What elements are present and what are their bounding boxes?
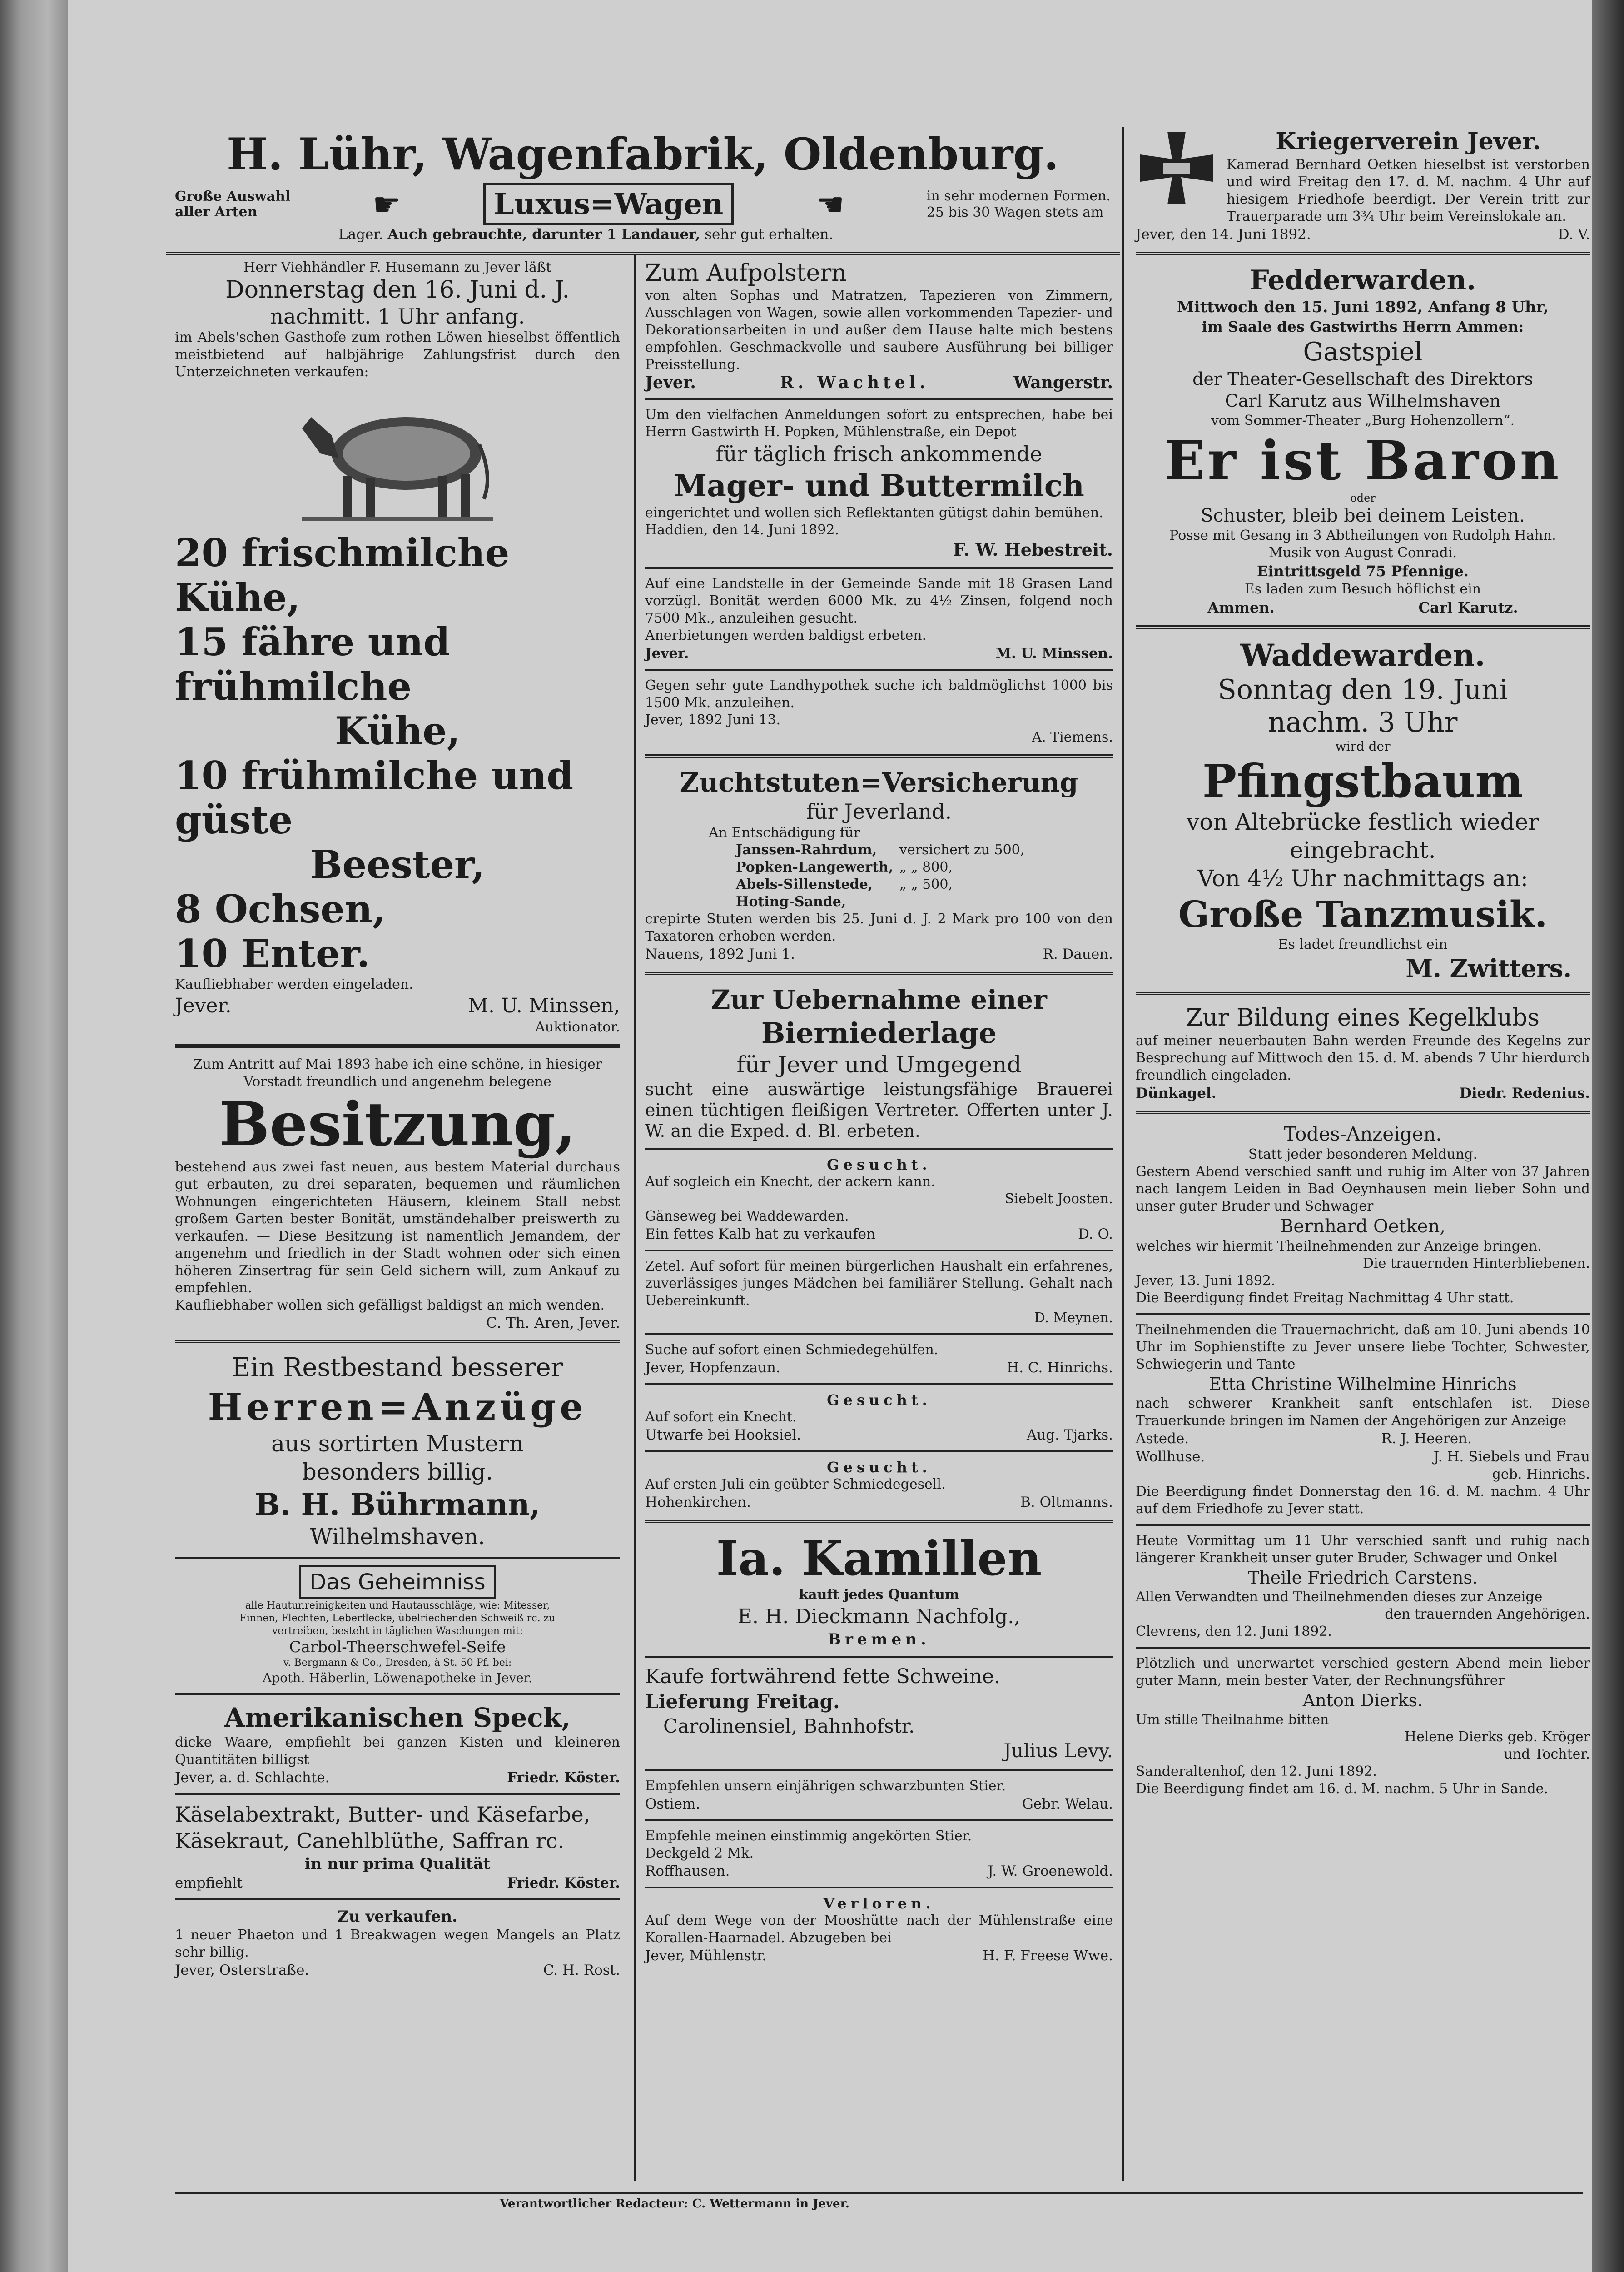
cow-signature: M. U. Minssen, bbox=[467, 994, 620, 1017]
hinrichs-text2: nach schwerer Krankheit sanft entschlafen ist. Diese Trauerkunde bringen im Namen der Angehörigen zur Anzeige bbox=[1136, 1395, 1590, 1429]
kalb-text: Ein fettes Kalb hat zu verkaufen bbox=[645, 1226, 876, 1242]
zuchtstuten-title: Zuchtstuten=Versicherung bbox=[680, 767, 1078, 798]
stier2-signature: J. W. Groenewold. bbox=[988, 1863, 1113, 1879]
verkaufen-signature: C. H. Rost. bbox=[543, 1962, 620, 1978]
geheimniss-title: Das Geheimniss bbox=[299, 1565, 496, 1599]
column-1 bbox=[175, 259, 620, 2272]
divider bbox=[175, 1793, 620, 1795]
divider bbox=[1136, 992, 1590, 995]
hinrichs-sig3: geb. Hinrichs. bbox=[1492, 1466, 1590, 1482]
gesucht-place: Gänseweg bei Waddewarden. bbox=[645, 1208, 849, 1224]
gesucht2-sign-row bbox=[645, 1426, 1113, 1444]
dierks-text: Plötzlich und unerwartet verschied gestern Abend mein lieber guter Mann, mein bester Vater, der Rechnungsführer bbox=[1136, 1655, 1590, 1689]
divider bbox=[1136, 1524, 1590, 1526]
verloren-place: Jever, Mühlenstr. bbox=[645, 1948, 767, 1964]
kamillen-sub: kauft jedes Quantum bbox=[799, 1587, 959, 1603]
kegelklub-text: auf meiner neuerbauten Bahn werden Freunde des Kegelns zur Besprechung auf Mittwoch den 15. d. M. abends 7 Uhr hierdurch freundlich eingeladen. bbox=[1136, 1033, 1590, 1083]
divider bbox=[645, 1656, 1113, 1658]
buttermilch-text2: eingerichtet und wollen sich Reflektanten gütigst dahin bemühen. bbox=[645, 505, 1103, 521]
fedderwarden-posse: Posse mit Gesang in 3 Abtheilungen von Rudolph Hahn. bbox=[1169, 528, 1556, 543]
gesucht2-title: Gesucht. bbox=[827, 1391, 931, 1409]
herren-line1: Ein Restbestand besserer bbox=[232, 1353, 563, 1382]
waddewarden-time: nachm. 3 Uhr bbox=[1268, 707, 1458, 738]
herren-title: Herren=Anzüge bbox=[208, 1385, 587, 1428]
zuchtstuten-intro: An Entschädigung für bbox=[709, 825, 860, 841]
gesucht2-signature: Aug. Tjarks. bbox=[1026, 1427, 1113, 1443]
cow-line: 10 Enter. bbox=[175, 931, 370, 976]
kalb-signature: D. O. bbox=[1078, 1226, 1113, 1242]
pointing-hand-icon: ☛ bbox=[372, 185, 401, 223]
buttermilch-signature: F. W. Hebestreit. bbox=[953, 539, 1113, 560]
divider bbox=[645, 669, 1113, 671]
divider bbox=[1136, 625, 1590, 629]
krieger-signature: D. V. bbox=[1558, 226, 1590, 243]
kamillen-title: Ia. Kamillen bbox=[716, 1530, 1042, 1586]
cow-sign-row bbox=[175, 993, 620, 1019]
buttermilch-text: Um den vielfachen Anmeldungen sofort zu entsprechen, habe bei Herrn Gastwirth H. Popken, Mühlenstraße, ein Depot bbox=[645, 407, 1113, 440]
krieger-title: Kriegerverein Jever. bbox=[1276, 128, 1541, 155]
besitzung-text: bestehend aus zwei fast neuen, aus bestem Material durchaus gut erbauten, zu drei separaten, bequemen und räumlichen Wohnungen eingerichteten Häusern, kleinem Stall nebst großem Garten bester Bonität, umständehalber preiswerth zu verkaufen. — Diese Besitzung ist namentlich Jemandem, der angenehm und friedlich in der Stadt wohnen oder sich einen höheren Zinsertrag für sein Geld sichern will, zum Ankauf zu empfehlen. bbox=[175, 1159, 620, 1296]
zuchtstuten-owner: Abels-Sillenstede, bbox=[736, 877, 873, 892]
divider bbox=[175, 1044, 620, 1048]
kegelklub-place: Dünkagel. bbox=[1136, 1085, 1217, 1101]
dierks-sig2: und Tochter. bbox=[1504, 1746, 1590, 1762]
schmied-text: Suche auf sofort einen Schmiedegehülfen. bbox=[645, 1342, 939, 1358]
besitzung-text2: Kaufliebhaber wollen sich gefälligst baldigst an mich wenden. bbox=[175, 1297, 605, 1313]
verkaufen-title: Zu verkaufen. bbox=[338, 1908, 457, 1926]
header-ad bbox=[175, 130, 1111, 264]
todes-text2: welches wir hiermit Theilnehmenden zur Anzeige bringen. bbox=[1136, 1238, 1542, 1254]
bier-line1: Zur Uebernahme einer bbox=[711, 984, 1047, 1015]
krieger-text: Kamerad Bernhard Oetken hieselbst ist verstorben und wird Freitag den 17. d. M. nachm. 4 Uhr auf hiesigem Friedhofe beerdigt. Der Verein tritt zur Trauerparade um 3¾ Uhr beim Vereinslokale an. bbox=[1227, 157, 1590, 224]
landstelle-place: Jever. bbox=[645, 645, 689, 662]
cow-line: Kühe, bbox=[335, 708, 460, 753]
carstens-text2: Allen Verwandten und Theilnehmenden dieses zur Anzeige bbox=[1136, 1589, 1543, 1605]
kalb-row bbox=[645, 1225, 1113, 1243]
column-3 bbox=[1136, 127, 1590, 2272]
schweine-line2: Lieferung Freitag. bbox=[645, 1690, 840, 1713]
cow-line: 8 Ochsen, bbox=[175, 887, 386, 932]
waddewarden-tanzmusik: Große Tanzmusik. bbox=[1178, 893, 1548, 936]
herren-company: B. H. Bührmann, bbox=[254, 1487, 541, 1522]
header-line2 bbox=[175, 225, 1111, 244]
geheimniss-seller: Apoth. Häberlin, Löwenapotheke in Jever. bbox=[263, 1670, 532, 1685]
header-line2a: Lager. bbox=[338, 226, 383, 243]
fedderwarden-place: im Saale des Gastwirths Herrn Ammen: bbox=[1202, 318, 1524, 335]
book-binding bbox=[0, 0, 68, 2272]
todes-sub: Statt jeder besonderen Meldung. bbox=[1248, 1146, 1478, 1162]
divider bbox=[175, 1693, 620, 1695]
verloren-title: Verloren. bbox=[823, 1895, 935, 1912]
gesucht3-title: Gesucht. bbox=[827, 1459, 931, 1476]
kaese-sign-row bbox=[175, 1874, 620, 1892]
waddewarden-line2: eingebracht. bbox=[1290, 837, 1436, 863]
divider bbox=[645, 398, 1113, 400]
header-line2b: Auch gebrauchte, darunter 1 Landauer, bbox=[387, 226, 700, 243]
divider bbox=[645, 1383, 1113, 1385]
buttermilch-line1: für täglich frisch ankommende bbox=[715, 442, 1043, 466]
gesucht2-place: Utwarfe bei Hooksiel. bbox=[645, 1427, 801, 1443]
speck-place: Jever, a. d. Schlachte. bbox=[175, 1769, 330, 1786]
fedderwarden-play2: Schuster, bleib bei deinem Leisten. bbox=[1201, 505, 1525, 526]
aufpolstern-text: von alten Sophas und Matratzen, Tapezieren von Zimmern, Ausschlagen von Wagen, sowie allen vorkommenden Tapezier- und Dekorationsarbeiten in und außer dem Hause halte mich bestens empfohlen. Geschmackvolle und saubere Ausführung bei billiger Preisstellung. bbox=[645, 288, 1113, 373]
divider bbox=[645, 1769, 1113, 1771]
schweine-signature: Julius Levy. bbox=[1003, 1739, 1113, 1762]
speck-sign-row bbox=[175, 1769, 620, 1787]
aufpolstern-street: Wangerstr. bbox=[1013, 373, 1113, 392]
waddewarden-date: Sonntag den 19. Juni bbox=[1217, 674, 1508, 706]
bier-line3: für Jever und Umgegend bbox=[736, 1051, 1022, 1078]
zuchtstuten-amount: „ „ 500, bbox=[899, 877, 953, 892]
stier-signature: Gebr. Welau. bbox=[1022, 1796, 1113, 1812]
header-right-line: in sehr modernen Formen. bbox=[926, 188, 1111, 204]
hinrichs-name: Etta Christine Wilhelmine Hinrichs bbox=[1209, 1374, 1517, 1394]
waddewarden-laden: Es ladet freundlichst ein bbox=[1278, 937, 1448, 952]
dierks-name: Anton Dierks. bbox=[1302, 1690, 1423, 1710]
gesucht3-place: Hohenkirchen. bbox=[645, 1494, 751, 1510]
hinrichs-place2: Wollhuse. bbox=[1136, 1449, 1205, 1465]
hinrichs-sign-row bbox=[1136, 1430, 1590, 1448]
fedderwarden-laden: Es laden zum Besuch höflichst ein bbox=[1244, 581, 1481, 597]
fedderwarden-line1: der Theater-Gesellschaft des Direktors bbox=[1192, 369, 1533, 389]
todes-name: Bernhard Oetken, bbox=[1280, 1216, 1445, 1237]
zuchtstuten-table bbox=[645, 842, 1113, 911]
landstelle-sign-row bbox=[645, 644, 1113, 663]
gesucht-text: Auf sogleich ein Knecht, der ackern kann. bbox=[645, 1174, 935, 1190]
speck-title: Amerikanischen Speck, bbox=[224, 1702, 571, 1733]
stier-sign-row bbox=[645, 1795, 1113, 1813]
verkaufen-sign-row bbox=[175, 1961, 620, 1979]
aufpolstern-signature: R. Wachtel. bbox=[780, 373, 929, 392]
waddewarden-title: Waddewarden. bbox=[1240, 638, 1485, 673]
cow-place: Jever. bbox=[175, 994, 232, 1017]
pointing-hand-left-icon: ☚ bbox=[816, 185, 844, 223]
schmied-signature: H. C. Hinrichs. bbox=[1007, 1360, 1113, 1376]
kaese-line3: in nur prima Qualität bbox=[304, 1855, 491, 1873]
column-rule bbox=[634, 254, 636, 2181]
kaese-line1: Käselabextrakt, Butter- und Käsefarbe, bbox=[175, 1802, 591, 1827]
dierks-burial: Die Beerdigung findet am 16. d. M. nachm. 5 Uhr in Sande. bbox=[1136, 1781, 1548, 1797]
divider bbox=[645, 1450, 1113, 1452]
stier2-text: Empfehle meinen einstimmig angekörten Stier. bbox=[645, 1828, 972, 1844]
verloren-text: Auf dem Wege von der Mooshütte nach der Mühlenstraße eine Korallen-Haarnadel. Abzugeben bei bbox=[645, 1913, 1113, 1946]
herren-line4: besonders billig. bbox=[302, 1459, 493, 1485]
column-2 bbox=[645, 259, 1113, 2272]
stier2-place: Roffhausen. bbox=[645, 1863, 730, 1879]
herren-line3: aus sortirten Mustern bbox=[271, 1430, 524, 1457]
kaese-line2: Käsekraut, Canehlblüthe, Saffran rc. bbox=[175, 1829, 565, 1853]
header-right bbox=[927, 188, 1111, 221]
landstelle-signature: M. U. Minssen. bbox=[995, 645, 1113, 662]
divider bbox=[645, 754, 1113, 758]
divider bbox=[645, 1819, 1113, 1821]
landstelle-text: Auf eine Landstelle in der Gemeinde Sande mit 18 Grasen Land vorzügl. Bonität werden 6000 Mk. zu 4½ Zinsen, folgend noch 7500 Mk., anzuleihen gesucht. bbox=[645, 576, 1113, 626]
fedderwarden-line2: Carl Karutz aus Wilhelmshaven bbox=[1225, 391, 1501, 411]
header-center: Luxus=Wagen bbox=[483, 183, 734, 225]
fedderwarden-musik: Musik von August Conradi. bbox=[1268, 545, 1457, 561]
carstens-text: Heute Vormittag um 11 Uhr verschied sanft und ruhig nach längerer Krankheit unser guter Bruder, Schwager und Onkel bbox=[1136, 1533, 1590, 1566]
todes-date: Jever, 13. Juni 1892. bbox=[1136, 1273, 1276, 1289]
cow-time: nachmitt. 1 Uhr anfang. bbox=[270, 304, 525, 329]
zetel-signature: D. Meynen. bbox=[1034, 1310, 1113, 1326]
todes-burial: Die Beerdigung findet Freitag Nachmittag 4 Uhr statt. bbox=[1136, 1290, 1514, 1306]
page-edge-shadow bbox=[1592, 0, 1624, 2272]
zuchtstuten-signature: R. Dauen. bbox=[1043, 946, 1113, 962]
zuchtstuten-owner: Janssen-Rahrdum, bbox=[736, 842, 877, 858]
cow-line: 15 fähre und frühmilche bbox=[175, 619, 450, 709]
hypothek-text: Gegen sehr gute Landhypothek suche ich baldmöglichst 1000 bis 1500 Mk. anzuleihen. bbox=[645, 678, 1113, 711]
divider bbox=[645, 1520, 1113, 1523]
geheimniss-text: alle Hautunreinigkeiten und Hautausschläge, wie: Mitesser, Finnen, Flechten, Leberflecke, übelriechenden Schweiß rc. zu vertreiben, besteht in täglichen Waschungen mit: bbox=[239, 1600, 556, 1637]
carstens-date: Clevrens, den 12. Juni 1892. bbox=[1136, 1624, 1332, 1639]
zuchtstuten-owner: Hoting-Sande, bbox=[736, 894, 846, 910]
divider bbox=[1136, 1313, 1590, 1315]
carstens-name: Theile Friedrich Carstens. bbox=[1247, 1568, 1478, 1588]
header-line2c: sehr gut erhalten. bbox=[705, 226, 834, 243]
aufpolstern-title: Zum Aufpolstern bbox=[645, 259, 847, 287]
todes-text: Gestern Abend verschied sanft und ruhig im Alter von 37 Jahren nach langem Leiden in Bad Oeynhausen mein lieber Sohn und unser guter Bruder und Schwager bbox=[1136, 1164, 1590, 1214]
divider bbox=[645, 1250, 1113, 1251]
buttermilch-title: Mager- und Buttermilch bbox=[674, 468, 1084, 503]
cow-line: 20 frischmilche Kühe, bbox=[175, 530, 510, 620]
divider bbox=[175, 1340, 620, 1343]
kamillen-company: E. H. Dieckmann Nachfolg., bbox=[737, 1605, 1021, 1628]
verloren-signature: H. F. Freese Wwe. bbox=[983, 1948, 1113, 1964]
kaese-empfiehlt: empfiehlt bbox=[175, 1875, 243, 1891]
gesucht3-sign-row bbox=[645, 1493, 1113, 1511]
hypothek-date: Jever, 1892 Juni 13. bbox=[645, 712, 780, 728]
dierks-sig1: Helene Dierks geb. Kröger bbox=[1404, 1729, 1590, 1745]
hinrichs-burial: Die Beerdigung findet Donnerstag den 16. d. M. nachm. 4 Uhr auf dem Friedhofe zu Jever statt. bbox=[1136, 1484, 1590, 1517]
kaese-signature: Friedr. Köster. bbox=[507, 1875, 620, 1891]
divider bbox=[645, 1333, 1113, 1335]
gesucht-signature: Siebelt Joosten. bbox=[1004, 1191, 1113, 1207]
schweine-line3: Carolinensiel, Bahnhofstr. bbox=[663, 1715, 915, 1737]
herren-place: Wilhelmshaven. bbox=[310, 1524, 485, 1550]
bier-title: Bierniederlage bbox=[761, 1016, 997, 1050]
speck-text: dicke Waare, empfiehlt bei ganzen Kisten und kleineren Quantitäten billigst bbox=[175, 1734, 620, 1768]
waddewarden-line3: Von 4½ Uhr nachmittags an: bbox=[1197, 865, 1529, 892]
hinrichs-sign-row bbox=[1136, 1448, 1590, 1466]
stier-text: Empfehlen unsern einjährigen schwarzbunten Stier. bbox=[645, 1778, 1006, 1794]
header-right-line: 25 bis 30 Wagen stets am bbox=[926, 204, 1104, 220]
fedderwarden-sig1: Ammen. bbox=[1207, 599, 1275, 616]
cow-role: Auktionator. bbox=[535, 1019, 620, 1035]
kegelklub-signature: Diedr. Redenius. bbox=[1459, 1085, 1590, 1101]
aufpolstern-sign-row bbox=[645, 374, 1113, 392]
fedderwarden-date: Mittwoch den 15. Juni 1892, Anfang 8 Uhr, bbox=[1177, 298, 1549, 316]
divider bbox=[645, 1148, 1113, 1150]
footer-editor: Verantwortlicher Redacteur: C. Wettermann in Jever. bbox=[500, 2197, 849, 2211]
column-rule bbox=[1122, 127, 1124, 2181]
divider bbox=[1136, 252, 1590, 255]
zuchtstuten-amount: versichert zu 500, bbox=[899, 842, 1025, 858]
hypothek-signature: A. Tiemens. bbox=[1032, 729, 1113, 745]
divider bbox=[1136, 1647, 1590, 1649]
fedderwarden-eintritt: Eintrittsgeld 75 Pfennige. bbox=[1256, 563, 1469, 580]
zuchtstuten-sign-row bbox=[645, 945, 1113, 963]
besitzung-signature: C. Th. Aren, Jever. bbox=[486, 1314, 620, 1331]
cow-date: Donnerstag den 16. Juni d. J. bbox=[225, 276, 570, 304]
geheimniss-maker: v. Bergmann & Co., Dresden, à St. 50 Pf. bei: bbox=[283, 1657, 512, 1669]
hinrichs-place1: Astede. bbox=[1136, 1430, 1189, 1447]
zuchtstuten-owner: Popken-Langewerth, bbox=[736, 859, 894, 875]
speck-signature: Friedr. Köster. bbox=[507, 1769, 620, 1786]
waddewarden-wird: wird der bbox=[1335, 739, 1391, 754]
schmied-sign-row bbox=[645, 1359, 1113, 1377]
dierks-date: Sanderaltenhof, den 12. Juni 1892. bbox=[1136, 1764, 1377, 1779]
divider bbox=[645, 567, 1113, 569]
krieger-sign-row bbox=[1136, 225, 1590, 244]
waddewarden-line1: von Altebrücke festlich wieder bbox=[1187, 809, 1539, 835]
cow-line: 10 frühmilche und güste bbox=[175, 753, 574, 842]
landstelle-note: Anerbietungen werden baldigst erbeten. bbox=[645, 628, 927, 643]
fedderwarden-sig2: Carl Karutz. bbox=[1418, 599, 1518, 616]
gesucht2-text: Auf sofort ein Knecht. bbox=[645, 1409, 797, 1425]
fedderwarden-gastspiel: Gastspiel bbox=[1303, 337, 1423, 367]
zetel-text: Zetel. Auf sofort für meinen bürgerlichen Haushalt ein erfahrenes, zuverlässiges junges Mädchen bei familiärer Stellung. Gehalt nach Uebereinkunft. bbox=[645, 1258, 1113, 1309]
cow-line: Beester, bbox=[310, 842, 485, 887]
header-title: H. Lühr, Wagenfabrik, Oldenburg. bbox=[227, 129, 1059, 180]
aufpolstern-place: Jever. bbox=[645, 373, 696, 392]
divider bbox=[175, 1898, 620, 1900]
gesucht3-text: Auf ersten Juli ein geübter Schmiedegesell. bbox=[645, 1476, 946, 1492]
divider bbox=[645, 972, 1113, 975]
divider bbox=[1136, 1111, 1590, 1114]
cow-list bbox=[175, 531, 620, 976]
gesucht3-signature: B. Oltmanns. bbox=[1020, 1494, 1113, 1510]
divider bbox=[645, 1887, 1113, 1888]
kegelklub-title: Zur Bildung eines Kegelklubs bbox=[1186, 1004, 1540, 1031]
zuchtstuten-date: Nauens, 1892 Juni 1. bbox=[645, 946, 795, 962]
stier2-fee: Deckgeld 2 Mk. bbox=[645, 1845, 754, 1861]
stier2-sign-row bbox=[645, 1862, 1113, 1880]
dierks-text2: Um stille Theilnahme bitten bbox=[1136, 1712, 1329, 1728]
besitzung-title: Besitzung, bbox=[219, 1089, 576, 1160]
divider bbox=[175, 1557, 620, 1559]
fedderwarden-sign-row bbox=[1136, 598, 1590, 617]
todes-signature: Die trauernden Hinterbliebenen. bbox=[1362, 1256, 1590, 1271]
header-left-line: aller Arten bbox=[175, 204, 258, 220]
hinrichs-sig1: R. J. Heeren. bbox=[1381, 1430, 1472, 1447]
cow-intro: Herr Viehhändler F. Husemann zu Jever läßt bbox=[243, 259, 551, 275]
cow-text: im Abels'schen Gasthofe zum rothen Löwen hieselbst öffentlich meistbietend auf halbjährige Zahlungsfrist durch den Unterzeichneten verkaufen: bbox=[175, 329, 620, 380]
hinrichs-sig2: J. H. Siebels und Frau bbox=[1433, 1449, 1590, 1465]
fedderwarden-title: Fedderwarden. bbox=[1250, 264, 1476, 296]
cow-buyers: Kaufliebhaber werden eingeladen. bbox=[175, 977, 413, 992]
kegelklub-sign-row bbox=[1136, 1084, 1590, 1102]
bier-text: sucht eine auswärtige leistungsfähige Brauerei einen tüchtigen fleißigen Vertreter. Offerten unter J. W. an die Exped. d. Bl. erbeten. bbox=[645, 1079, 1113, 1141]
gesucht-title: Gesucht. bbox=[827, 1156, 931, 1173]
verloren-sign-row bbox=[645, 1947, 1113, 1965]
zuchtstuten-text: crepirte Stuten werden bis 25. Juni d. J. 2 Mark pro 100 von den Taxatoren erhoben werden. bbox=[645, 911, 1113, 944]
krieger-date: Jever, den 14. Juni 1892. bbox=[1136, 226, 1311, 243]
zuchtstuten-sub: für Jeverland. bbox=[806, 799, 952, 824]
fedderwarden-oder: oder bbox=[1350, 492, 1376, 504]
zuchtstuten-amount: „ „ 800, bbox=[899, 859, 953, 875]
fedderwarden-play: Er ist Baron bbox=[1164, 429, 1562, 492]
geheimniss-product: Carbol-Theerschwefel-Seife bbox=[289, 1638, 506, 1656]
iron-cross-icon bbox=[1136, 127, 1217, 209]
stier-place: Ostiem. bbox=[645, 1796, 700, 1812]
fedderwarden-line3: vom Sommer-Theater „Burg Hohenzollern“. bbox=[1211, 413, 1515, 428]
header-rule bbox=[166, 252, 1120, 255]
header-left-line: Große Auswahl bbox=[175, 188, 291, 204]
header-left bbox=[175, 189, 290, 220]
verkaufen-text: 1 neuer Phaeton und 1 Breakwagen wegen Mangels an Platz sehr billig. bbox=[175, 1927, 620, 1960]
besitzung-intro: Zum Antritt auf Mai 1893 habe ich eine schöne, in hiesiger Vorstadt freundlich und angenehm belegene bbox=[193, 1056, 602, 1090]
buttermilch-date: Haddien, den 14. Juni 1892. bbox=[645, 522, 839, 538]
waddewarden-pfingstbaum: Pfingstbaum bbox=[1202, 754, 1524, 808]
schweine-line1: Kaufe fortwährend fette Schweine. bbox=[645, 1665, 1001, 1688]
todes-title: Todes-Anzeigen. bbox=[1284, 1123, 1442, 1145]
carstens-signature: den trauernden Angehörigen. bbox=[1385, 1606, 1590, 1622]
schmied-place: Jever, Hopfenzaun. bbox=[645, 1360, 780, 1376]
waddewarden-signature: M. Zwitters. bbox=[1405, 954, 1572, 983]
verkaufen-place: Jever, Osterstraße. bbox=[175, 1962, 309, 1978]
cow-illustration-icon bbox=[293, 385, 502, 526]
kamillen-place: Bremen. bbox=[828, 1630, 930, 1649]
hinrichs-text: Theilnehmenden die Trauernachricht, daß am 10. Juni abends 10 Uhr im Sophienstifte zu Jever unsere liebe Tochter, Schwester, Schwiegerin und Tante bbox=[1136, 1322, 1590, 1372]
footer-rule bbox=[175, 2192, 1583, 2194]
